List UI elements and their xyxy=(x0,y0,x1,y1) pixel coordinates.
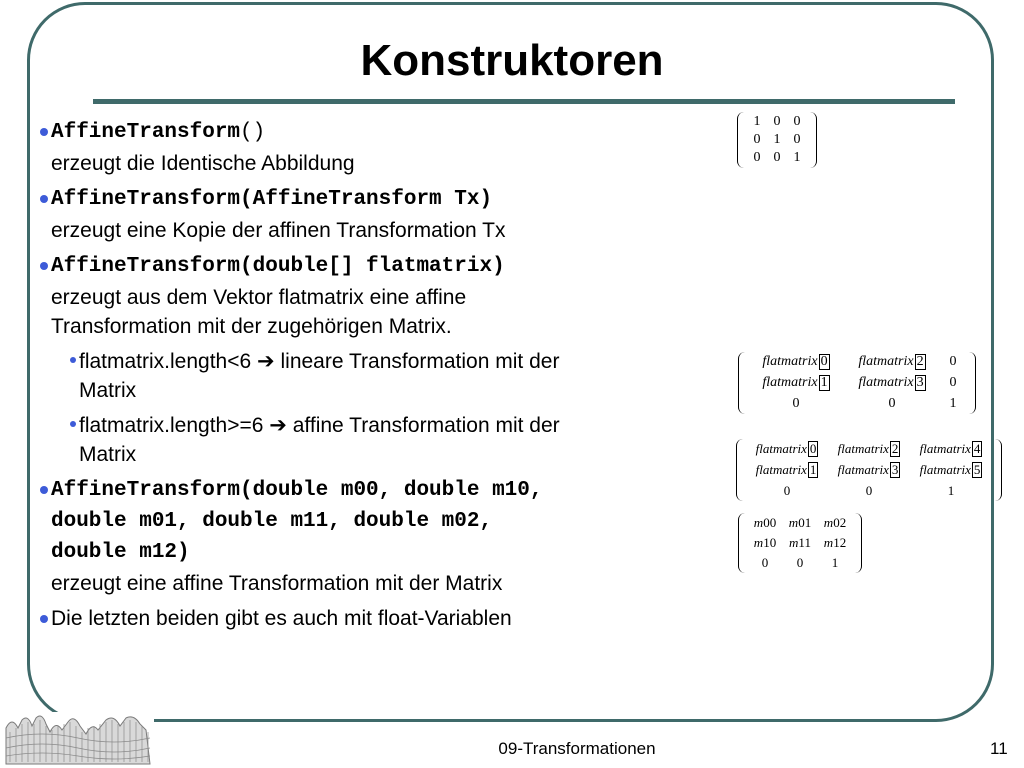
matrix-cell: m xyxy=(823,515,834,530)
bullet-5 xyxy=(36,604,686,633)
matrix-cell: 1 xyxy=(793,150,801,165)
bullet-3 xyxy=(36,251,686,341)
matrix-cell: flatmatrix xyxy=(762,354,818,369)
matrix-index: 2 xyxy=(891,441,899,456)
sub-text: lineare Transformation mit der xyxy=(280,350,560,373)
matrix-index: 10 xyxy=(763,535,777,550)
sub-text: Matrix xyxy=(79,379,137,402)
bullet-2 xyxy=(36,184,686,245)
matrix-cell: flatmatrix xyxy=(919,462,971,477)
matrix-index: 5 xyxy=(973,462,981,477)
matrix-cell: flatmatrix xyxy=(755,462,807,477)
slide-title: Konstruktoren xyxy=(360,36,664,85)
sub-cond: flatmatrix.length>=6 xyxy=(79,414,264,437)
matrix-cell: 1 xyxy=(949,396,957,411)
code-text: double m01, double m11, double m02, xyxy=(51,510,493,533)
matrix-cell: flatmatrix xyxy=(919,441,971,456)
code-text: AffineTransform(double m00, double m10, xyxy=(51,479,543,502)
bullet-4 xyxy=(36,475,686,598)
matrix-cell: 0 xyxy=(783,483,791,498)
matrix-index: 2 xyxy=(916,354,924,369)
bullet-desc: erzeugt eine affine Transformation mit der Matrix xyxy=(51,572,503,595)
bullet-dot xyxy=(40,615,48,623)
arrow-icon: ➔ xyxy=(257,350,275,373)
matrix-index: 12 xyxy=(833,535,847,550)
code-suffix: () xyxy=(240,121,266,144)
matrix-cell: 0 xyxy=(773,150,781,165)
bullet-dot xyxy=(40,195,48,203)
matrix-cell: 0 xyxy=(796,555,804,570)
bullet-desc: erzeugt die Identische Abbildung xyxy=(51,152,355,175)
matrix-index: 01 xyxy=(798,515,812,530)
matrix-cell: 0 xyxy=(888,396,896,411)
matrix-cell: 1 xyxy=(947,483,955,498)
matrix-index: 11 xyxy=(798,535,811,550)
matrix-cell: m xyxy=(823,535,834,550)
matrix-index: 1 xyxy=(820,375,828,390)
matrix-index: 00 xyxy=(763,515,777,530)
matrix-index: 3 xyxy=(891,462,899,477)
arrow-icon: ➔ xyxy=(269,414,287,437)
sub-bullet-2 xyxy=(36,411,686,469)
matrix-cell: flatmatrix xyxy=(837,441,889,456)
matrix-index: 3 xyxy=(916,375,924,390)
sub-bullet-dot xyxy=(70,421,76,427)
code-text: AffineTransform xyxy=(51,121,241,144)
sub-text: affine Transformation mit der xyxy=(292,414,560,437)
matrix-cell: m xyxy=(753,515,764,530)
bullet-desc: erzeugt aus dem Vektor flatmatrix eine affine xyxy=(51,286,467,309)
matrix-cell: 0 xyxy=(753,150,761,165)
matrix-cell: flatmatrix xyxy=(837,462,889,477)
matrix-cell: 1 xyxy=(773,132,781,147)
matrix-cell: flatmatrix xyxy=(858,354,914,369)
slide-content xyxy=(36,117,686,633)
matrix-cell: 1 xyxy=(831,555,839,570)
sub-cond: flatmatrix.length<6 xyxy=(79,350,252,373)
sub-bullet-dot xyxy=(70,357,76,363)
footer-title: 09-Transformationen xyxy=(498,739,656,758)
page-number: 11 xyxy=(990,739,1008,758)
bullet-dot xyxy=(40,486,48,494)
matrix-index: 1 xyxy=(809,462,817,477)
explicit-matrix xyxy=(738,513,862,573)
bullet-desc: Transformation mit der zugehörigen Matrix. xyxy=(51,315,452,338)
matrix-cell: 0 xyxy=(949,375,957,390)
matrix-cell: 0 xyxy=(792,396,800,411)
affine-matrix xyxy=(736,439,1002,501)
matrix-cell: 0 xyxy=(865,483,873,498)
matrix-index: 0 xyxy=(809,441,817,456)
matrix-cell: m xyxy=(753,535,764,550)
bullet-1 xyxy=(36,117,686,178)
sub-bullet-1 xyxy=(36,347,686,405)
code-text: AffineTransform(AffineTransform Tx) xyxy=(51,188,493,211)
matrix-cell: flatmatrix xyxy=(858,375,914,390)
matrix-cell: 0 xyxy=(761,555,769,570)
code-text: AffineTransform(double[] flatmatrix) xyxy=(51,255,505,278)
matrix-cell: 0 xyxy=(753,132,761,147)
matrix-cell: 1 xyxy=(753,114,761,129)
title-rule xyxy=(93,99,955,104)
code-text: double m12) xyxy=(51,541,190,564)
identity-matrix xyxy=(737,112,817,168)
matrix-cell: m xyxy=(788,515,799,530)
matrix-cell: 0 xyxy=(793,114,801,129)
bullet-dot xyxy=(40,128,48,136)
matrix-index: 02 xyxy=(833,515,847,530)
matrix-cell: m xyxy=(789,535,799,550)
matrix-cell: flatmatrix xyxy=(762,375,818,390)
matrix-index: 4 xyxy=(973,441,981,456)
bullet-dot xyxy=(40,262,48,270)
bullet-text: Die letzten beiden gibt es auch mit float-Variablen xyxy=(51,607,512,630)
sub-text: Matrix xyxy=(79,443,137,466)
matrix-cell: 0 xyxy=(949,354,957,369)
matrix-cell: 0 xyxy=(793,132,801,147)
matrix-cell: flatmatrix xyxy=(755,441,807,456)
bullet-desc: erzeugt eine Kopie der affinen Transformation Tx xyxy=(51,219,506,242)
matrix-cell: 0 xyxy=(773,114,781,129)
linear-matrix xyxy=(738,352,976,414)
matrix-index: 0 xyxy=(820,354,828,369)
